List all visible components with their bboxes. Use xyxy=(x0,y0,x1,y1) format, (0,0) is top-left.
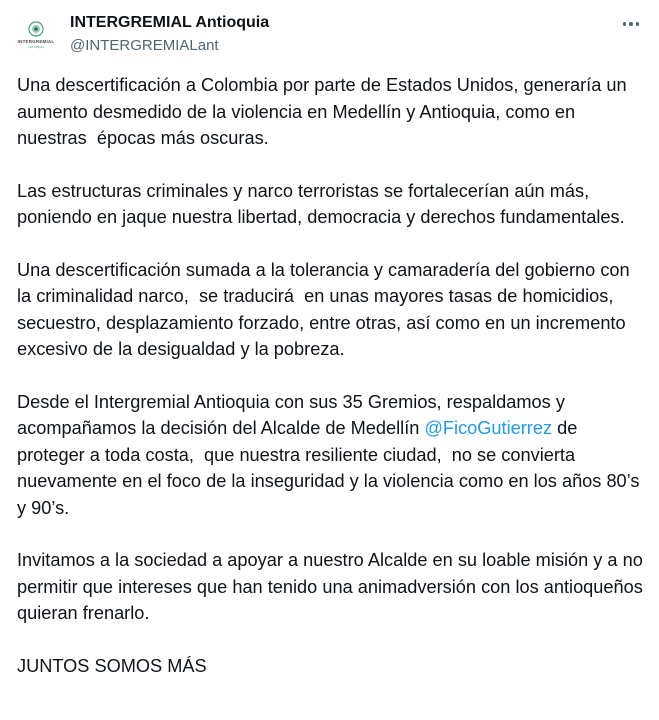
tweet-paragraph xyxy=(17,389,650,522)
more-horizontal-icon xyxy=(623,22,627,26)
tweet-paragraph: Una descertificación a Colombia por parte de Estados Unidos, generaría un aumento desmedido de la violencia en Medellín y Antioquia, como en nuestras épocas más oscuras. xyxy=(17,75,632,148)
tweet-paragraph: Una descertificación sumada a la tolerancia y camaradería del gobierno con la criminalidad narco, se traducirá en unas mayores tasas de homicidios, secuestro, desplazamiento forzado, entre otras, así como en un incremento excesivo de la desigualdad y la pobreza. xyxy=(17,259,635,359)
more-horizontal-icon xyxy=(636,22,640,26)
avatar-logo-subtext: ANTIOQUIA xyxy=(27,45,45,49)
tweet-text xyxy=(17,72,650,705)
mention-link[interactable]: @FicoGutierrez xyxy=(424,418,553,438)
avatar-logo-text: INTERGREMIAL xyxy=(17,39,55,44)
intergremial-logo-icon xyxy=(28,21,44,37)
tweet-paragraph: JUNTOS SOMOS MÁS xyxy=(17,655,207,676)
tweet-paragraph: Las estructuras criminales y narco terroristas se fortalecerían aún más, poniendo en jaque nuestra libertad, democracia y derechos fundamentales. xyxy=(17,180,625,227)
more-horizontal-icon xyxy=(629,22,633,26)
tweet-text-segment: Desde el Intergremial Antioquia con sus 35 Gremios, respaldamos y acompañamos la decisión del Alcalde de Medellín xyxy=(17,391,570,438)
author-handle[interactable]: @INTERGREMIALant xyxy=(70,37,219,54)
tweet-text-segment: de proteger a toda costa, que nuestra resiliente ciudad, no se convierta nuevamente en el foco de la inseguridad y la violencia como en los años 80’s y 90’s. xyxy=(17,418,650,518)
avatar[interactable] xyxy=(15,14,57,56)
tweet-header xyxy=(0,0,659,70)
author-name[interactable]: INTERGREMIAL Antioquia xyxy=(70,14,270,31)
more-options-button[interactable] xyxy=(617,12,645,36)
tweet-paragraph: Invitamos a la sociedad a apoyar a nuestro Alcalde en su loable misión y a no permitir que intereses que han tenido una animadversión con los antioqueños quieran frenarlo. xyxy=(17,550,648,623)
